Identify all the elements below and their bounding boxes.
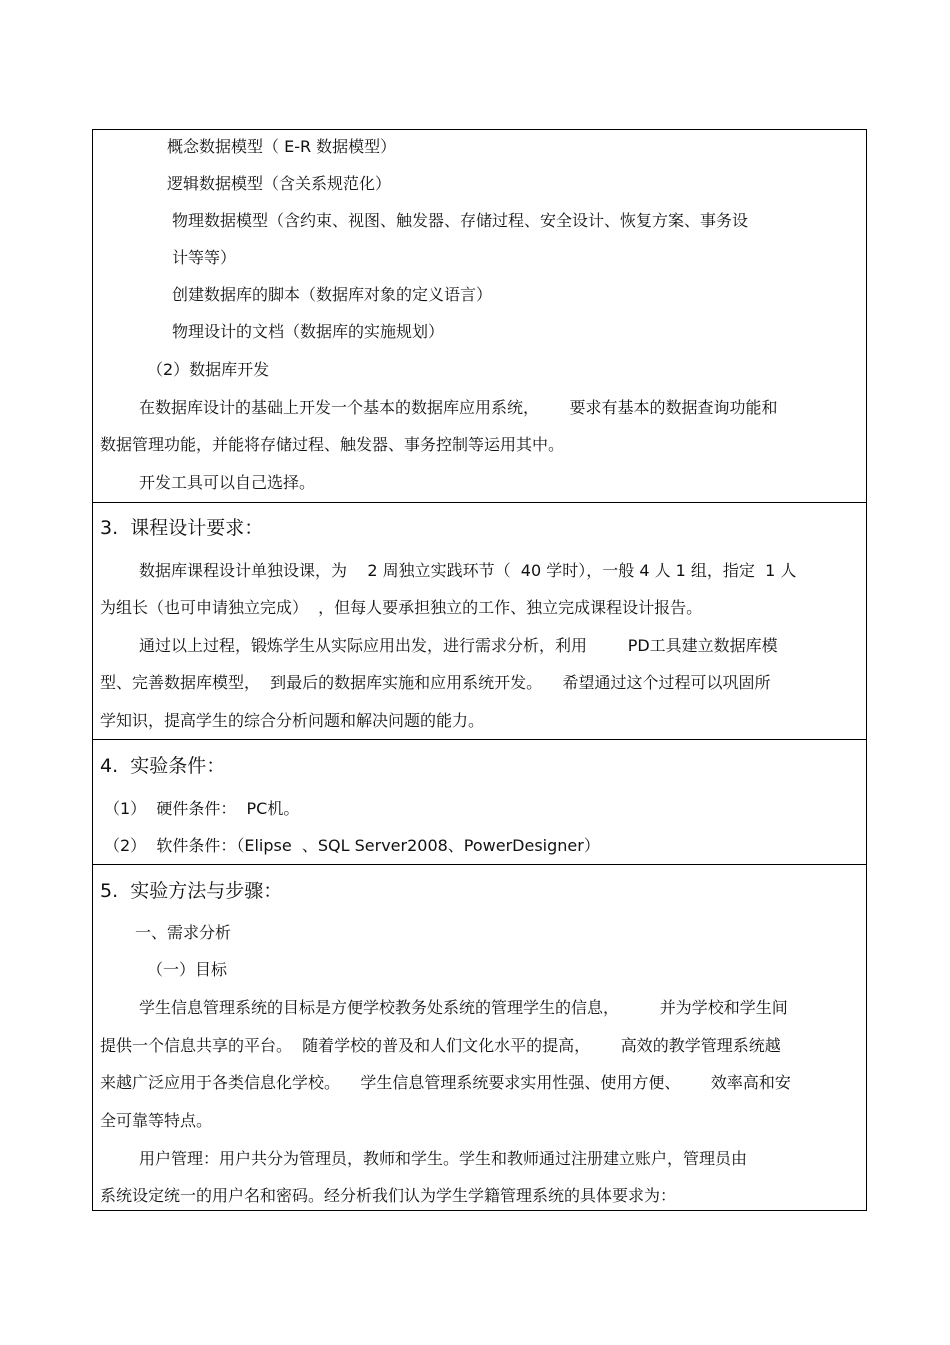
- model-item: 逻辑数据模型（含关系规范化）: [167, 174, 392, 193]
- condition-item: （1） 硬件条件： PC机。: [104, 799, 300, 818]
- paragraph-line: 开发工具可以自己选择。: [139, 473, 316, 492]
- paragraph-line: 型、完善数据库模型， 到最后的数据库实施和应用系统开发。 希望通过这个过程可以巩固所: [100, 673, 771, 692]
- paragraph-line: 全可靠等特点。: [100, 1111, 213, 1130]
- paragraph-line: 来越广泛应用于各类信息化学校。 学生信息管理系统要求实用性强、使用方便、 效率高和安: [100, 1073, 791, 1092]
- model-item: 概念数据模型（ E-R 数据模型）: [167, 137, 397, 156]
- paragraph-line: 通过以上过程，锻炼学生从实际应用出发，进行需求分析，利用 PD工具建立数据库模: [139, 636, 778, 655]
- paragraph-line: 用户管理：用户共分为管理员，教师和学生。学生和教师通过注册建立账户，管理员由: [139, 1149, 748, 1168]
- subsection-title: 一、需求分析: [135, 923, 232, 942]
- model-item: 物理设计的文档（数据库的实施规划）: [172, 322, 445, 341]
- section-heading: 4. 实验条件：: [100, 755, 226, 777]
- paragraph-line: 数据库课程设计单独设课，为 2 周独立实践环节（ 40 学时），一般 4 人 1 组，指定 1 人: [139, 561, 797, 580]
- model-item: 创建数据库的脚本（数据库对象的定义语言）: [172, 285, 493, 304]
- section-heading: 5. 实验方法与步骤：: [100, 880, 283, 902]
- subsection-title: （2）数据库开发: [147, 360, 270, 379]
- paragraph-line: 系统设定统一的用户名和密码。经分析我们认为学生学籍管理系统的具体要求为：: [100, 1186, 677, 1205]
- condition-item: （2） 软件条件：（Elipse 、SQL Server2008、PowerDesigner）: [104, 836, 600, 855]
- row-divider: [92, 864, 867, 865]
- paragraph-line: 学知识，提高学生的综合分析问题和解决问题的能力。: [100, 711, 485, 730]
- subsection-title: （一）目标: [147, 960, 228, 979]
- section-heading: 3. 课程设计要求：: [100, 517, 264, 539]
- paragraph-line: 数据管理功能，并能将存储过程、触发器、事务控制等运用其中。: [100, 435, 565, 454]
- model-item: 物理数据模型（含约束、视图、触发器、存储过程、安全设计、恢复方案、事务设: [172, 211, 749, 230]
- paragraph-line: 为组长（也可申请独立完成） ，但每人要承担独立的工作、独立完成课程设计报告。: [100, 598, 703, 617]
- paragraph-line: 在数据库设计的基础上开发一个基本的数据库应用系统， 要求有基本的数据查询功能和: [139, 398, 778, 417]
- row-divider: [92, 502, 867, 503]
- paragraph-line: 提供一个信息共享的平台。 随着学校的普及和人们文化水平的提高， 高效的教学管理系统越: [100, 1036, 781, 1055]
- row-divider: [92, 739, 867, 740]
- model-item: 计等等）: [172, 248, 237, 267]
- paragraph-line: 学生信息管理系统的目标是方便学校教务处系统的管理学生的信息， 并为学校和学生间: [139, 998, 788, 1017]
